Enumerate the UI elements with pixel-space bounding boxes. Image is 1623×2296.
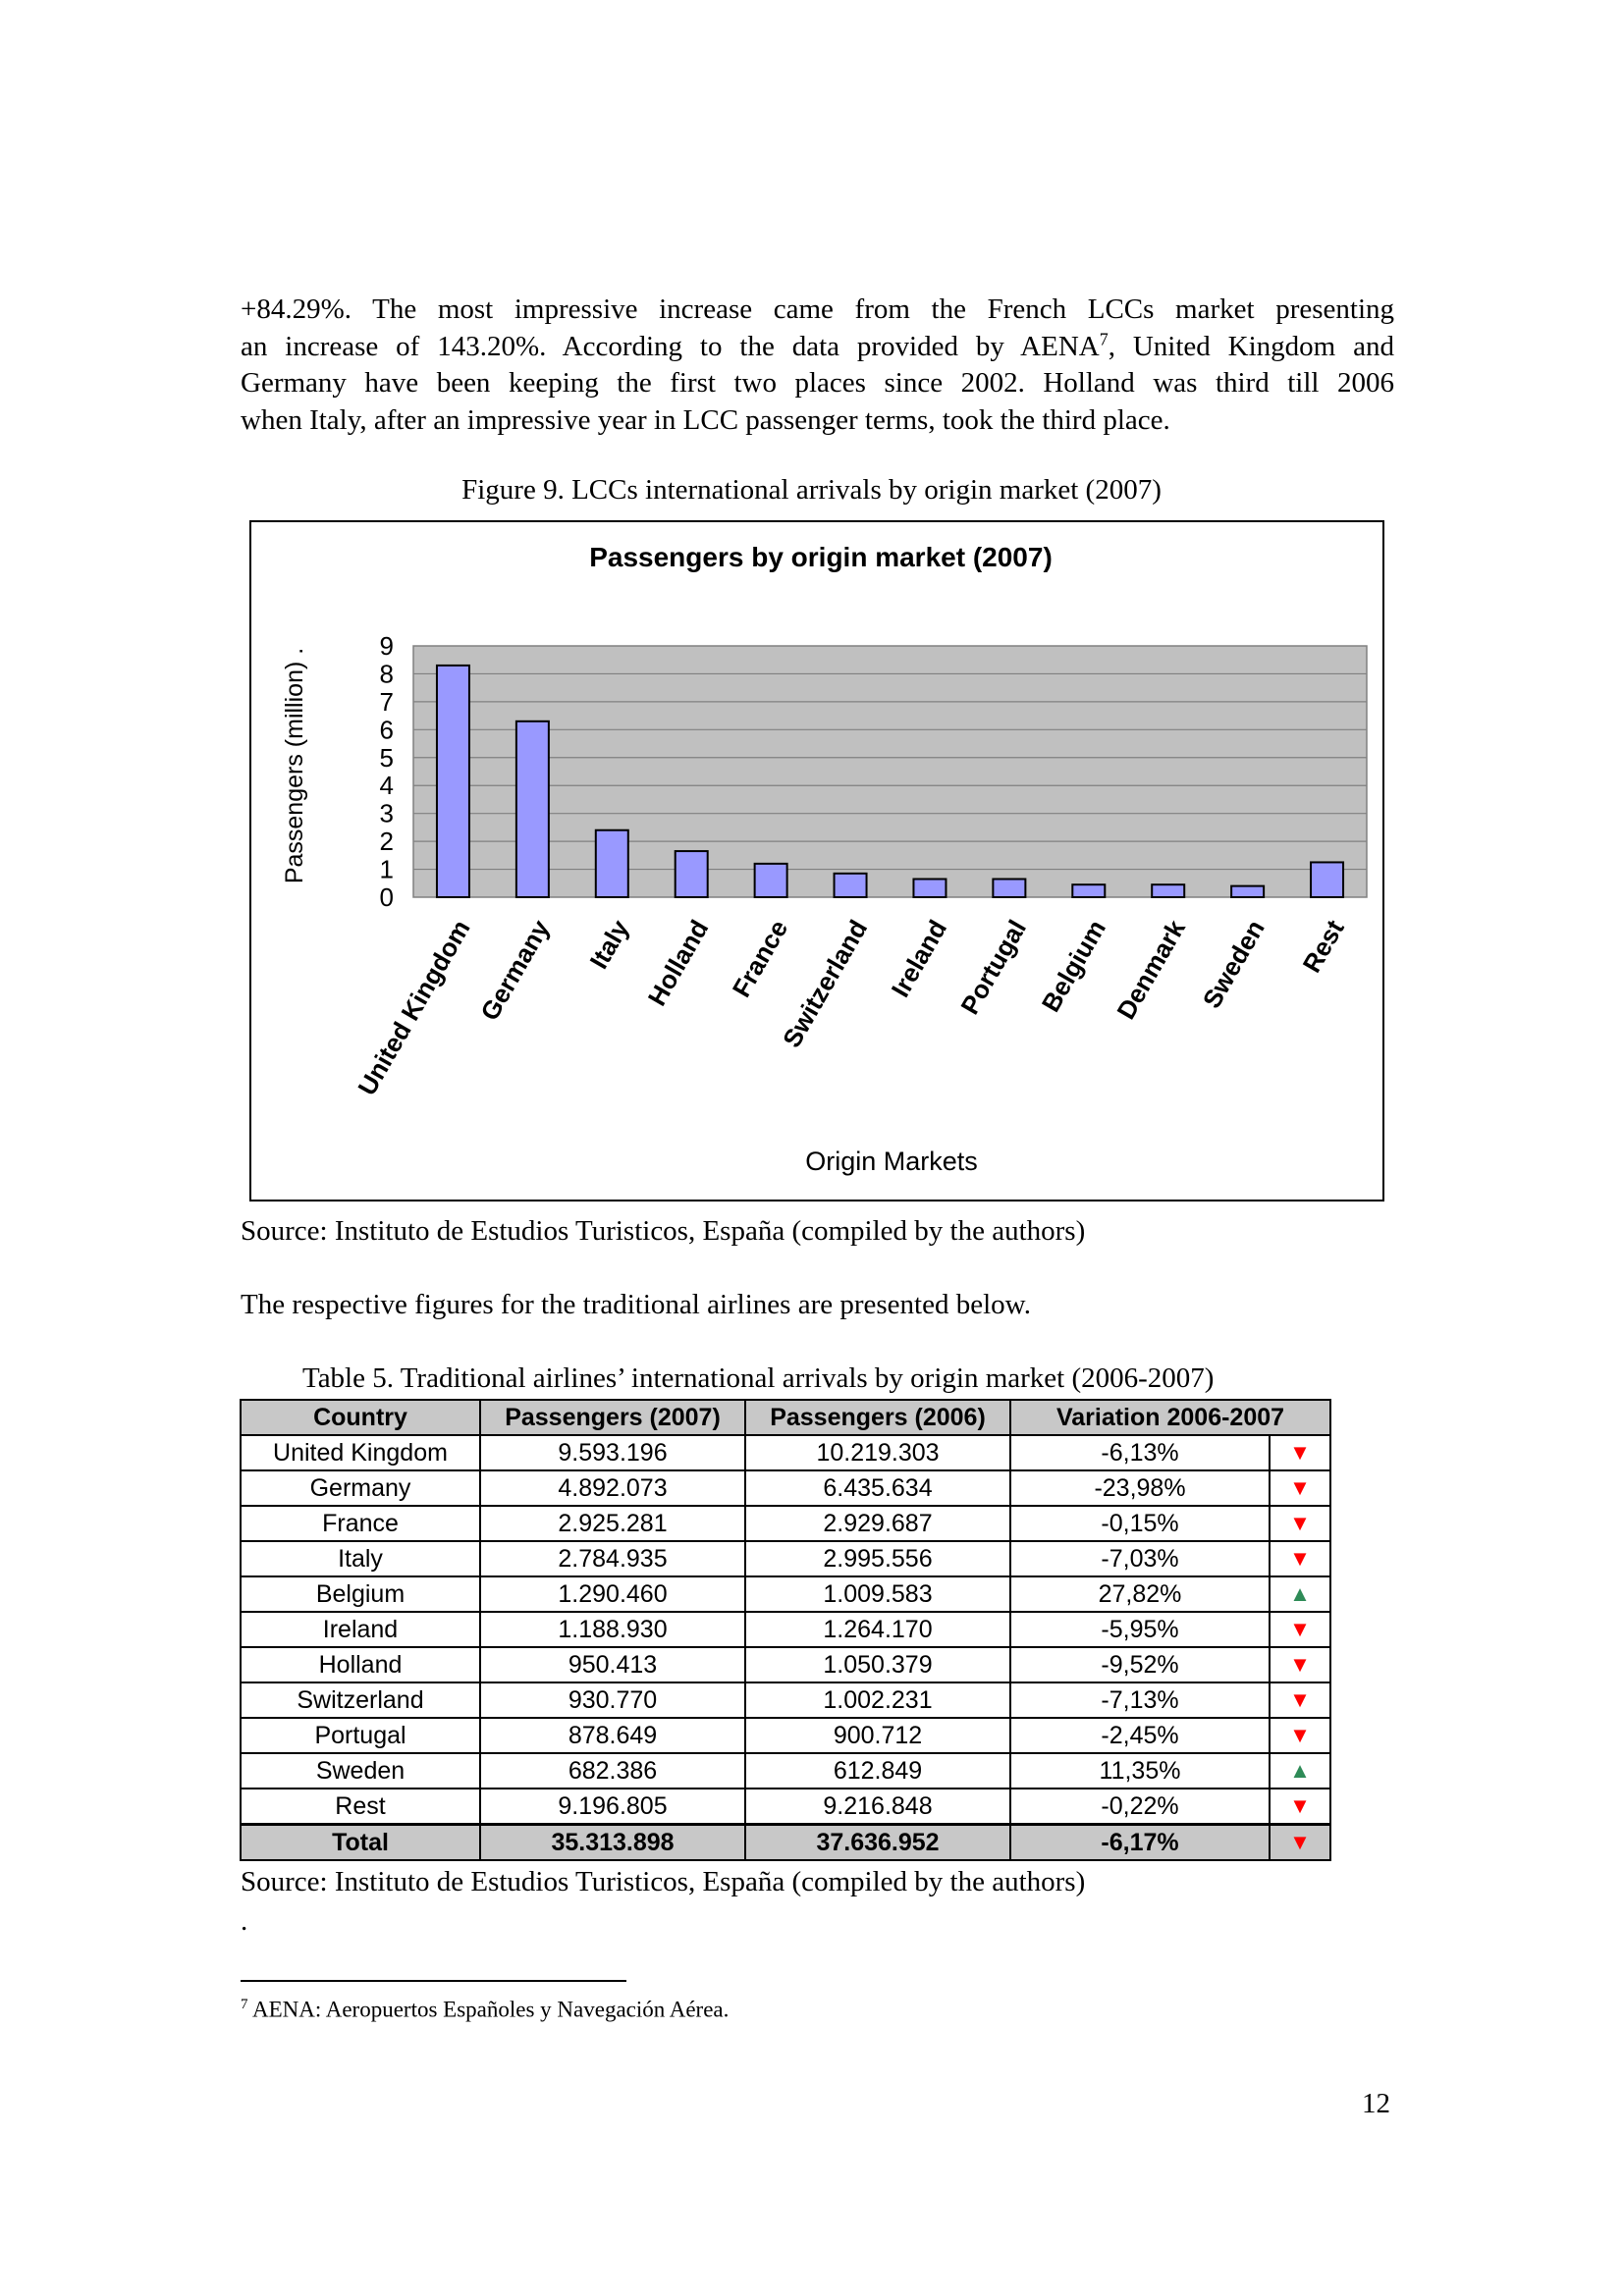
table-row <box>241 1789 1330 1825</box>
passengers-2006-cell: 1.264.170 <box>745 1612 1010 1647</box>
passengers-2006-cell: 1.009.583 <box>745 1576 1010 1612</box>
passengers-2006-cell: 6.435.634 <box>745 1470 1010 1506</box>
header-passengers-2006: Passengers (2006) <box>745 1400 1010 1435</box>
body-line-2-rest: , United Kingdom and <box>1108 330 1395 362</box>
header-passengers-2007: Passengers (2007) <box>480 1400 745 1435</box>
passengers-2006-cell: 2.929.687 <box>745 1506 1010 1541</box>
passengers-2006-cell: 37.636.952 <box>745 1825 1010 1861</box>
variation-cell: -2,45% <box>1010 1718 1270 1753</box>
table-caption: Table 5. Traditional airlines’ international arrivals by origin market (2006-2007) <box>302 1362 1215 1394</box>
country-cell: Sweden <box>241 1753 480 1789</box>
trend-arrow: ▼ <box>1270 1435 1330 1470</box>
country-cell: Ireland <box>241 1612 480 1647</box>
table-body <box>241 1435 1330 1860</box>
bar-italy <box>596 830 628 897</box>
body-paragraph <box>241 292 1394 439</box>
variation-cell: 11,35% <box>1010 1753 1270 1789</box>
passengers-2007-cell: 1.188.930 <box>480 1612 745 1647</box>
country-cell: Total <box>241 1825 480 1861</box>
trailing-dot: . <box>241 1905 248 1937</box>
arrivals-table <box>240 1399 1331 1861</box>
y-tick-label: 6 <box>379 715 394 745</box>
passengers-2006-cell: 612.849 <box>745 1753 1010 1789</box>
x-tick-label: Germany <box>474 915 556 1026</box>
y-tick-label: 4 <box>379 771 394 801</box>
bar-germany <box>516 721 549 897</box>
country-cell: Belgium <box>241 1576 480 1612</box>
table-row <box>241 1576 1330 1612</box>
figure-source: Source: Instituto de Estudios Turisticos, España (compiled by the authors) <box>241 1215 1086 1247</box>
x-tick-label: France <box>726 915 794 1002</box>
table-row <box>241 1753 1330 1789</box>
chart-title: Passengers by origin market (2007) <box>589 542 1053 572</box>
x-tick-label: Switzerland <box>777 915 874 1053</box>
footnote <box>241 1997 729 2023</box>
country-cell: Holland <box>241 1647 480 1682</box>
passengers-2007-cell: 950.413 <box>480 1647 745 1682</box>
bar-holland <box>676 851 708 897</box>
plot-area <box>413 646 1367 897</box>
y-axis-label: Passengers (million) . <box>281 647 308 884</box>
variation-cell: -7,13% <box>1010 1682 1270 1718</box>
table-row <box>241 1435 1330 1470</box>
bar-chart <box>251 522 1386 1203</box>
table-row <box>241 1506 1330 1541</box>
passengers-2006-cell: 9.216.848 <box>745 1789 1010 1825</box>
footnote-text: AENA: Aeropuertos Españoles y Navegación Aérea. <box>251 1997 730 2022</box>
bar-ireland <box>913 880 946 897</box>
bar-rest <box>1311 862 1343 897</box>
table-row <box>241 1470 1330 1506</box>
passengers-2007-cell: 35.313.898 <box>480 1825 745 1861</box>
bar-united-kingdom <box>437 666 469 897</box>
body-line-2 <box>241 329 1394 366</box>
table-row <box>241 1612 1330 1647</box>
header-variation: Variation 2006-2007 <box>1010 1400 1330 1435</box>
variation-cell: -7,03% <box>1010 1541 1270 1576</box>
bar-france <box>755 864 787 897</box>
y-tick-label: 9 <box>379 631 394 661</box>
x-tick-label: Italy <box>583 915 635 975</box>
country-cell: Germany <box>241 1470 480 1506</box>
country-cell: Italy <box>241 1541 480 1576</box>
passengers-2007-cell: 9.196.805 <box>480 1789 745 1825</box>
passengers-2007-cell: 2.784.935 <box>480 1541 745 1576</box>
trend-arrow: ▼ <box>1270 1682 1330 1718</box>
x-tick-label: Holland <box>641 915 715 1011</box>
passengers-2007-cell: 878.649 <box>480 1718 745 1753</box>
trend-arrow: ▼ <box>1270 1647 1330 1682</box>
x-tick-label: Sweden <box>1196 915 1271 1014</box>
table-row <box>241 1541 1330 1576</box>
passengers-2007-cell: 1.290.460 <box>480 1576 745 1612</box>
header-country: Country <box>241 1400 480 1435</box>
body-line-1: +84.29%. The most impressive increase came from the French LCCs market presenting <box>241 294 1394 325</box>
y-tick-label: 3 <box>379 798 394 828</box>
table-row <box>241 1647 1330 1682</box>
passengers-2007-cell: 930.770 <box>480 1682 745 1718</box>
table-row <box>241 1718 1330 1753</box>
table-source: Source: Instituto de Estudios Turisticos, España (compiled by the authors) <box>241 1866 1086 1897</box>
trend-arrow: ▼ <box>1270 1789 1330 1825</box>
country-cell: United Kingdom <box>241 1435 480 1470</box>
footnote-rule <box>241 1980 626 1982</box>
x-tick-label: Denmark <box>1110 915 1191 1025</box>
trend-arrow: ▼ <box>1270 1718 1330 1753</box>
y-tick-label: 7 <box>379 686 394 717</box>
trend-arrow: ▼ <box>1270 1506 1330 1541</box>
country-cell: Rest <box>241 1789 480 1825</box>
y-tick-label: 8 <box>379 659 394 689</box>
variation-cell: -23,98% <box>1010 1470 1270 1506</box>
bar-belgium <box>1072 884 1105 897</box>
bar-sweden <box>1231 886 1264 897</box>
x-tick-label: Rest <box>1296 915 1350 978</box>
passengers-2006-cell: 2.995.556 <box>745 1541 1010 1576</box>
trend-arrow: ▼ <box>1270 1825 1330 1861</box>
passengers-2007-cell: 9.593.196 <box>480 1435 745 1470</box>
passengers-2006-cell: 10.219.303 <box>745 1435 1010 1470</box>
country-cell: Switzerland <box>241 1682 480 1718</box>
variation-cell: -0,15% <box>1010 1506 1270 1541</box>
passengers-2007-cell: 4.892.073 <box>480 1470 745 1506</box>
intro-text: The respective figures for the traditional airlines are presented below. <box>241 1289 1031 1320</box>
trend-arrow: ▼ <box>1270 1470 1330 1506</box>
table-total-row <box>241 1825 1330 1861</box>
trend-arrow: ▲ <box>1270 1753 1330 1789</box>
bar-portugal <box>993 880 1025 897</box>
table-row <box>241 1682 1330 1718</box>
y-tick-label: 5 <box>379 742 394 773</box>
passengers-2007-cell: 682.386 <box>480 1753 745 1789</box>
body-line-3: Germany have been keeping the first two places since 2002. Holland was third till 2006 <box>241 367 1394 399</box>
y-axis-ticks <box>380 631 394 912</box>
variation-cell: -9,52% <box>1010 1647 1270 1682</box>
variation-cell: -0,22% <box>1010 1789 1270 1825</box>
body-line-4: when Italy, after an impressive year in LCC passenger terms, took the third place. <box>241 403 1170 436</box>
footnote-number: 7 <box>241 1997 248 2012</box>
trend-arrow: ▼ <box>1270 1541 1330 1576</box>
x-tick-label: United Kingdom <box>352 915 476 1100</box>
footnote-ref: 7 <box>1099 328 1109 348</box>
x-tick-label: Belgium <box>1035 915 1111 1017</box>
passengers-2007-cell: 2.925.281 <box>480 1506 745 1541</box>
country-cell: France <box>241 1506 480 1541</box>
x-tick-label: Ireland <box>885 915 953 1002</box>
body-line-2-text: an increase of 143.20%. According to the data provided by AENA <box>241 330 1100 362</box>
variation-cell: -6,13% <box>1010 1435 1270 1470</box>
figure-caption: Figure 9. LCCs international arrivals by origin market (2007) <box>461 474 1162 506</box>
country-cell: Portugal <box>241 1718 480 1753</box>
passengers-2006-cell: 1.050.379 <box>745 1647 1010 1682</box>
chart-container <box>249 520 1384 1201</box>
variation-cell: -6,17% <box>1010 1825 1270 1861</box>
variation-cell: -5,95% <box>1010 1612 1270 1647</box>
x-tick-label: Portugal <box>954 915 1033 1020</box>
passengers-2006-cell: 1.002.231 <box>745 1682 1010 1718</box>
trend-arrow: ▲ <box>1270 1576 1330 1612</box>
variation-cell: 27,82% <box>1010 1576 1270 1612</box>
table-header-row <box>241 1400 1330 1435</box>
x-axis-labels <box>352 915 1350 1100</box>
bar-switzerland <box>835 874 867 897</box>
trend-arrow: ▼ <box>1270 1612 1330 1647</box>
passengers-2006-cell: 900.712 <box>745 1718 1010 1753</box>
x-axis-label: Origin Markets <box>805 1147 978 1176</box>
y-tick-label: 0 <box>379 882 394 912</box>
bar-denmark <box>1152 884 1184 897</box>
y-tick-label: 2 <box>379 827 394 857</box>
page-number: 12 <box>1362 2088 1390 2119</box>
y-tick-label: 1 <box>379 854 394 884</box>
